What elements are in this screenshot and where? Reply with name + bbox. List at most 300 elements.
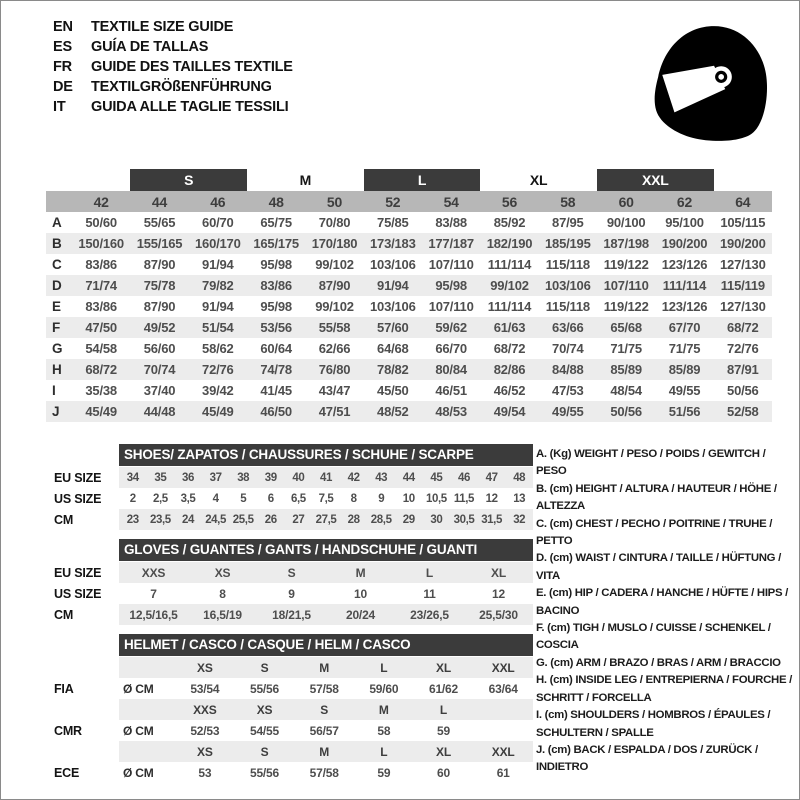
cell: 91/94 [202, 299, 234, 314]
cell: 7,5 [318, 492, 334, 505]
legend-item: I. (cm) SHOULDERS / HOMBROS / ÉPAULES / SCHULTERN / SPALLE [536, 709, 771, 739]
size-table-row [46, 254, 772, 275]
cell: 83/88 [435, 215, 467, 230]
cell: 70/74 [143, 362, 176, 377]
cell: 8 [350, 492, 357, 505]
helmet-standard-section [46, 657, 533, 699]
cell: 51/54 [202, 320, 234, 335]
spacer [46, 657, 119, 678]
cell: 30 [430, 513, 443, 526]
size-col-header: 64 [735, 193, 751, 210]
size-col-header: L [380, 744, 388, 759]
cell: 23/26,5 [410, 607, 449, 622]
group-label-xl: XL [529, 171, 548, 188]
size-col-header: M [319, 744, 330, 759]
cell: 119/122 [603, 299, 649, 314]
cell: 74/78 [260, 362, 292, 377]
cell: 47/50 [85, 320, 117, 335]
cell: 85/89 [610, 362, 642, 377]
size-col-header: 56 [501, 193, 518, 210]
size-col-header: 48 [268, 193, 284, 210]
cell: 95/98 [260, 299, 292, 314]
language-code: ES [53, 39, 72, 55]
cell: 2,5 [152, 492, 168, 505]
language-code: EN [53, 19, 73, 35]
table-row [46, 583, 533, 604]
cell: 187/198 [603, 236, 649, 251]
cell: 95/100 [665, 215, 704, 230]
cell: 70/80 [318, 215, 351, 230]
cell: 99/102 [315, 257, 354, 272]
cell: 40 [292, 471, 305, 484]
cell: 29 [402, 513, 415, 526]
size-col-header: 44 [151, 193, 168, 210]
cell: 57/60 [377, 320, 409, 335]
spacer [46, 444, 119, 466]
language-title: TEXTILE SIZE GUIDE [91, 19, 234, 35]
cell: 65/68 [610, 320, 642, 335]
cell: 60 [437, 765, 450, 780]
cell: 39/42 [202, 383, 234, 398]
legend-item: J. (cm) BACK / ESPALDA / DOS / ZURÜCK / INDIETRO [536, 743, 758, 774]
group-label-xxl: XXL [597, 169, 714, 191]
cell: 25,5/30 [479, 607, 518, 622]
shoes-table-body [46, 467, 533, 530]
language-title: TEXTILGRÖßENFÜHRUNG [91, 79, 272, 95]
cell: 37 [209, 471, 222, 484]
cell: 56/57 [309, 723, 339, 738]
cell: 50/56 [610, 404, 642, 419]
cell: 44 [402, 471, 415, 484]
size-table-row [46, 380, 772, 401]
cell: 16,5/19 [203, 607, 242, 622]
row-label: J [52, 404, 60, 419]
helmet-sizes-row [46, 741, 533, 762]
row-label: G [52, 341, 63, 356]
size-col-header: M [378, 702, 389, 717]
cell: 83/86 [85, 257, 117, 272]
unit-label: Ø CM [123, 681, 154, 696]
cell: 85/92 [493, 215, 526, 230]
cell: 55/56 [249, 765, 279, 780]
table-row [46, 604, 533, 625]
cell: 49/54 [493, 404, 526, 419]
size-col-header: XXS [193, 702, 217, 717]
cell: 47/51 [318, 404, 351, 419]
language-row [53, 37, 293, 57]
spacer [46, 539, 119, 561]
helmet-table-title: HELMET / CASCO / CASQUE / HELM / CASCO [119, 634, 533, 656]
cell: 57/58 [309, 765, 339, 780]
helmet-values-row [46, 762, 533, 783]
cell: 38 [237, 471, 250, 484]
cell: 103/106 [545, 278, 591, 293]
cell: 46/51 [435, 383, 467, 398]
size-col-header: XXL [491, 744, 515, 759]
spacer [46, 634, 119, 656]
unit-label: Ø CM [123, 723, 154, 738]
size-col-header: XS [197, 660, 213, 675]
cell: XL [491, 565, 506, 580]
cell: XXS [141, 565, 166, 580]
cell: 105/115 [720, 215, 766, 230]
size-col-header: 46 [210, 193, 226, 210]
cell: 64/68 [377, 341, 409, 356]
cell: 24 [181, 513, 194, 526]
standard-label: FIA [46, 678, 119, 699]
row-label: EU SIZE [46, 562, 119, 583]
cell: 12 [492, 586, 505, 601]
cell: 182/190 [486, 236, 533, 251]
cell: 55/56 [249, 681, 279, 696]
size-table-row [46, 317, 772, 338]
cell: 111/114 [487, 299, 532, 314]
gloves-table-title: GLOVES / GUANTES / GANTS / HANDSCHUHE / GUANTI [119, 539, 533, 561]
cell: 190/200 [661, 236, 708, 251]
cell: 59/62 [435, 320, 467, 335]
cell: 9 [288, 586, 295, 601]
row-label: H [52, 362, 62, 377]
cell: 13 [513, 492, 526, 505]
cell: 28,5 [370, 513, 392, 526]
cell: 150/160 [78, 236, 124, 251]
cell: 56/60 [143, 341, 176, 356]
cell: 50/56 [727, 383, 759, 398]
cell: 12,5/16,5 [129, 607, 178, 622]
spacer [46, 741, 119, 762]
size-number-band [46, 191, 772, 212]
cell: 9 [378, 492, 385, 505]
cell: 10 [354, 586, 367, 601]
legend-item: H. (cm) INSIDE LEG / ENTREPIERNA / FOURCHE / SCHRITT / FORCELLA [536, 674, 792, 704]
size-table-row [46, 401, 772, 422]
cell: 83/86 [85, 299, 117, 314]
size-table-row [46, 296, 772, 317]
group-label-l: L [364, 169, 481, 191]
cell: 107/110 [428, 299, 474, 314]
gloves-table [46, 539, 533, 625]
cell: 170/180 [311, 236, 358, 251]
cell: 79/82 [202, 278, 234, 293]
size-table-row [46, 212, 772, 233]
cell: 18/21,5 [272, 607, 311, 622]
size-col-header: L [380, 660, 388, 675]
cell: 2 [129, 492, 136, 505]
cell: 49/55 [552, 404, 584, 419]
size-table-row [46, 233, 772, 254]
cell: 30,5 [453, 513, 475, 526]
gloves-table-body [46, 562, 533, 625]
cell: 99/102 [315, 299, 354, 314]
cell: 27 [292, 513, 305, 526]
cell: 53/56 [260, 320, 292, 335]
cell: 68/72 [85, 362, 117, 377]
cell: 57/58 [309, 681, 339, 696]
cell: 177/187 [428, 236, 474, 251]
cell: 6,5 [290, 492, 306, 505]
cell: 48/53 [435, 404, 467, 419]
legend-item: F. (cm) TIGH / MUSLO / CUISSE / SCHENKEL / COSCIA [536, 622, 771, 652]
cell: 185/195 [545, 236, 591, 251]
size-table-body [46, 212, 772, 422]
cell: 75/78 [143, 278, 176, 293]
cell: 35 [154, 471, 167, 484]
size-col-header: S [260, 744, 269, 759]
cell: 23 [126, 513, 139, 526]
table-row [46, 467, 533, 488]
size-col-header: 52 [385, 193, 401, 210]
size-table-row [46, 338, 772, 359]
cell: 70/74 [552, 341, 584, 356]
cell: 10,5 [425, 492, 447, 505]
size-col-header: 62 [676, 193, 693, 210]
cell: 65/75 [260, 215, 292, 230]
row-label: A [52, 215, 62, 230]
cell: 53 [198, 765, 212, 780]
cell: 27,5 [315, 513, 337, 526]
size-col-header: XS [256, 702, 273, 717]
cell: 115/118 [545, 257, 590, 272]
size-col-header: 58 [560, 193, 576, 210]
row-label: D [52, 278, 62, 293]
cell: 165/175 [253, 236, 299, 251]
cell: 63/64 [488, 681, 518, 696]
language-row [53, 77, 293, 97]
cell: L [425, 565, 434, 580]
table-row [46, 562, 533, 583]
size-col-header: XL [436, 744, 451, 759]
cell: 49/55 [668, 383, 701, 398]
cell: 60/70 [202, 215, 234, 230]
cell: 103/106 [370, 299, 416, 314]
cell: 119/122 [603, 257, 649, 272]
cell: 41 [319, 471, 332, 484]
cell: 95/98 [435, 278, 467, 293]
helmet-standard-section [46, 699, 533, 741]
cell: 46 [457, 471, 470, 484]
cell: 45 [430, 471, 443, 484]
cell: 11,5 [453, 492, 475, 505]
cell: 127/130 [720, 299, 766, 314]
textile-size-table [46, 168, 772, 422]
size-col-header: XS [197, 744, 213, 759]
cell: 78/82 [377, 362, 409, 377]
cell: 5 [240, 492, 247, 505]
language-code: FR [53, 59, 72, 75]
cell: 82/86 [493, 362, 526, 377]
cell: 71/74 [85, 278, 117, 293]
cell: 25,5 [232, 513, 254, 526]
cell: 67/70 [668, 320, 701, 335]
standard-label: ECE [46, 762, 119, 783]
size-table-row [46, 359, 772, 380]
cell: 103/106 [370, 257, 416, 272]
cell: 28 [347, 513, 360, 526]
cell: 59 [377, 765, 391, 780]
size-col-header: L [439, 702, 448, 717]
cell: 32 [513, 513, 526, 526]
cell: 111/114 [487, 257, 532, 272]
language-code: IT [53, 99, 66, 115]
language-title: GUIDE DES TAILLES TEXTILE [91, 59, 293, 75]
cell: 115/118 [545, 299, 590, 314]
cell: 87/90 [143, 299, 176, 314]
cell: 87/90 [318, 278, 351, 293]
cell: 52/53 [190, 723, 220, 738]
cell: 66/70 [435, 341, 467, 356]
cell: 52/58 [727, 404, 759, 419]
cell: 95/98 [260, 257, 292, 272]
cell: 68/72 [727, 320, 759, 335]
cell: 76/80 [318, 362, 351, 377]
cell: 35/38 [85, 383, 117, 398]
cell: 43/47 [318, 383, 351, 398]
cell: 160/170 [195, 236, 241, 251]
cell: 59 [437, 723, 450, 738]
cell: 47 [485, 471, 498, 484]
cell: 11 [423, 586, 436, 601]
helmet-standard-section [46, 741, 533, 783]
racing-helmet-icon [647, 21, 773, 149]
size-col-header: 60 [618, 193, 634, 210]
cell: 80/84 [435, 362, 467, 377]
cell: 42 [347, 471, 360, 484]
cell: 75/85 [377, 215, 409, 230]
cell: 50/60 [85, 215, 117, 230]
cell: 26 [264, 513, 277, 526]
cell: 49/52 [143, 320, 176, 335]
cell: 3,5 [180, 492, 196, 505]
language-row [53, 17, 293, 37]
row-label: C [52, 257, 62, 272]
cell: 123/126 [661, 299, 708, 314]
helmet-table-body [46, 657, 533, 783]
cell: 91/94 [377, 278, 409, 293]
cell: 31,5 [481, 513, 502, 526]
cell: 115/119 [720, 278, 765, 293]
language-row [53, 57, 293, 77]
legend-item: D. (cm) WAIST / CINTURA / TAILLE / HÜFTUNG / VITA [536, 552, 781, 582]
cell: 36 [181, 471, 194, 484]
cell: 127/130 [720, 257, 766, 272]
row-label: US SIZE [46, 583, 119, 604]
cell: 54/55 [249, 723, 279, 738]
cell: 39 [264, 471, 277, 484]
cell: 51/56 [668, 404, 701, 419]
cell: 53/54 [190, 681, 220, 696]
cell: 41/45 [260, 383, 292, 398]
cell: 20/24 [345, 607, 376, 622]
helmet-sizes-row [46, 699, 533, 720]
cell: 12 [485, 492, 498, 505]
size-col-header: 42 [93, 193, 109, 210]
cell: 45/49 [202, 404, 234, 419]
shoes-table-title: SHOES/ ZAPATOS / CHAUSSURES / SCHUHE / SCARPE [119, 444, 533, 466]
standard-label: CMR [46, 720, 119, 741]
cell: 99/102 [490, 278, 529, 293]
table-row [46, 509, 533, 530]
size-col-header: 50 [326, 193, 343, 210]
size-col-header: S [260, 660, 269, 675]
row-label: E [52, 299, 61, 314]
cell: 72/76 [727, 341, 759, 356]
accessory-tables [46, 444, 533, 792]
cell: 58/62 [202, 341, 234, 356]
row-label: F [52, 320, 61, 335]
group-label-m: M [299, 171, 312, 188]
cell: 55/58 [318, 320, 351, 335]
helmet-table [46, 634, 533, 783]
measurement-legend [536, 446, 798, 777]
cell: 71/75 [610, 341, 642, 356]
table-row [46, 488, 533, 509]
cell: 7 [150, 586, 157, 601]
legend-item: B. (cm) HEIGHT / ALTURA / HAUTEUR / HÖHE / ALTEZZA [536, 482, 777, 513]
cell: 90/100 [606, 215, 646, 230]
cell: 68/72 [493, 341, 526, 356]
cell: 84/88 [552, 362, 584, 377]
cell: 91/94 [202, 257, 234, 272]
cell: 43 [375, 471, 388, 484]
helmet-values-row [46, 678, 533, 699]
cell: 123/126 [661, 257, 708, 272]
unit-label: Ø CM [123, 765, 154, 780]
legend-item: A. (Kg) WEIGHT / PESO / POIDS / GEWITCH / PESO [536, 448, 766, 478]
cell: 54/58 [85, 341, 117, 356]
size-col-header: XL [436, 660, 451, 675]
cell: 61 [496, 765, 510, 780]
cell: 48/54 [610, 383, 642, 398]
cell: 47/53 [552, 383, 584, 398]
legend-item: G. (cm) ARM / BRAZO / BRAS / ARM / BRACCIO [536, 656, 781, 669]
language-title: GUÍA DE TALLAS [91, 39, 209, 55]
cell: 46/52 [493, 383, 526, 398]
row-label: EU SIZE [46, 467, 119, 488]
group-label-s: S [130, 169, 247, 191]
size-group-header-row [46, 168, 772, 191]
helmet-values-row [46, 720, 533, 741]
cell: 48/52 [377, 404, 409, 419]
cell: 173/183 [370, 236, 416, 251]
legend-item: E. (cm) HIP / CADERA / HANCHE / HÜFTE / HIPS / BACINO [536, 587, 789, 617]
cell: 59/60 [369, 681, 399, 696]
row-label: US SIZE [46, 488, 119, 509]
cell: 10 [402, 492, 415, 505]
cell: 87/90 [143, 257, 176, 272]
cell: 37/40 [143, 383, 176, 398]
row-label: B [52, 236, 62, 251]
cell: 23,5 [149, 513, 171, 526]
cell: 85/89 [668, 362, 701, 377]
cell: 55/65 [143, 215, 176, 230]
cell: 4 [212, 492, 219, 505]
cell: 87/91 [727, 362, 759, 377]
cell: 46/50 [260, 404, 292, 419]
cell: S [287, 565, 296, 580]
cell: 107/110 [603, 278, 649, 293]
helmet-sizes-row [46, 657, 533, 678]
cell: 72/76 [202, 362, 234, 377]
language-title: GUIDA ALLE TAGLIE TESSILI [91, 99, 289, 115]
cell: 45/50 [377, 383, 409, 398]
language-row [53, 97, 293, 117]
language-title-block [53, 17, 293, 117]
cell: 45/49 [85, 404, 117, 419]
cell: M [355, 565, 366, 580]
cell: 83/86 [260, 278, 292, 293]
cell: 63/66 [552, 320, 584, 335]
shoes-table [46, 444, 533, 530]
